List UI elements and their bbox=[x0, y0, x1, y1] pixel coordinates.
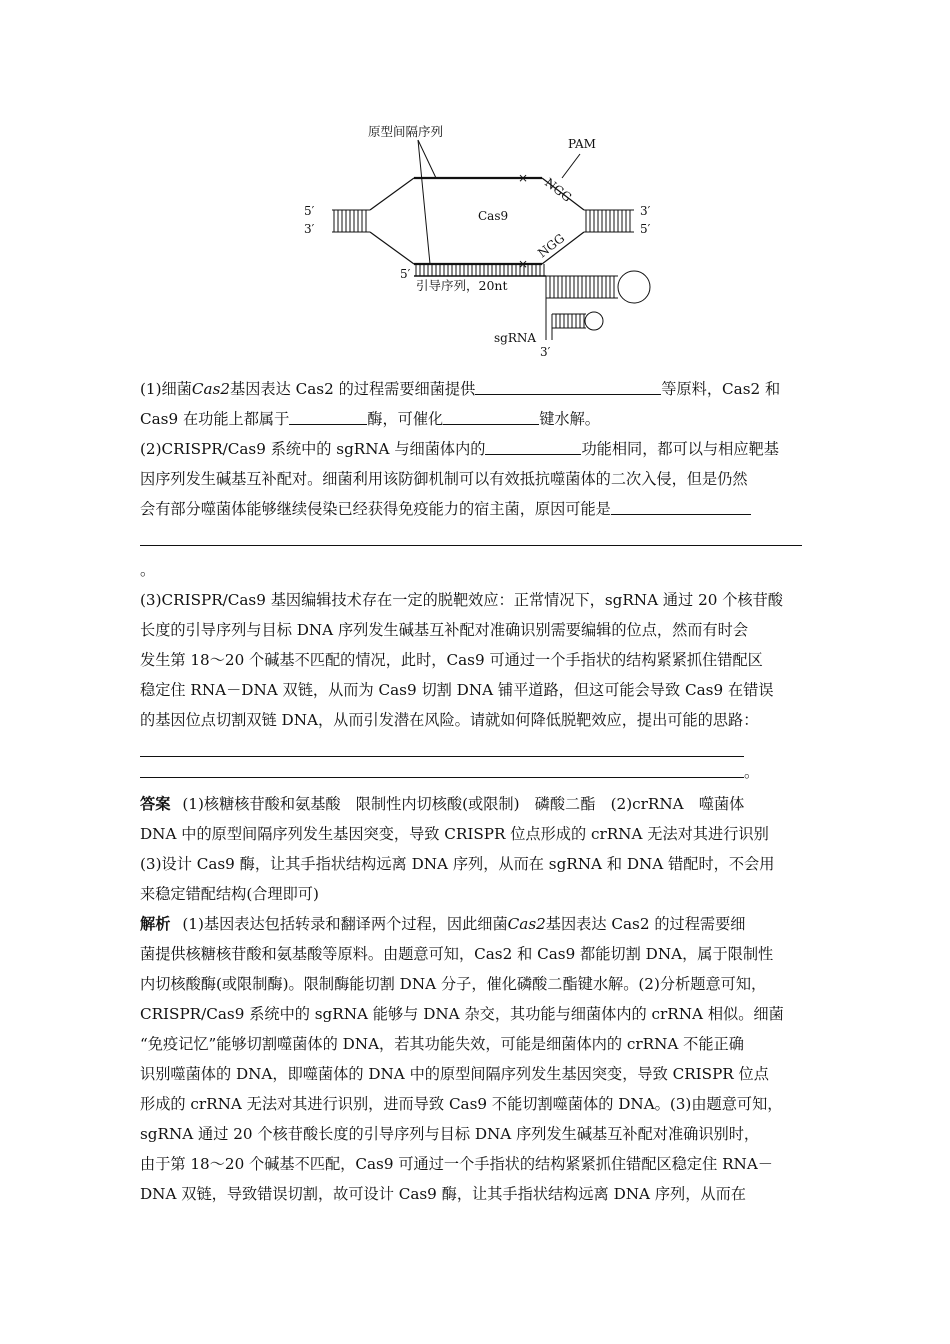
ngg-bottom-label: NGG bbox=[535, 231, 568, 261]
question-body bbox=[140, 374, 820, 1209]
q1-line2: Cas9 在功能上都属于 酶，可催化 键水解。 bbox=[140, 404, 820, 434]
three-prime-sgrna: 3′ bbox=[540, 345, 551, 359]
pam-label: PAM bbox=[568, 137, 596, 151]
q3-line2: 长度的引导序列与目标 DNA 序列发生碱基互补配对准确识别需要编辑的位点，然而有时会 bbox=[140, 621, 749, 639]
analysis-line4: CRISPR/Cas9 系统中的 sgRNA 能够与 DNA 杂交，其功能与细菌体内的 crRNA 相似。细菌 bbox=[140, 1005, 784, 1023]
analysis-line8: sgRNA 通过 20 个核苷酸长度的引导序列与目标 DNA 序列发生碱基互补配对准确识别时， bbox=[140, 1125, 760, 1143]
q1-blank-3[interactable] bbox=[443, 407, 539, 425]
q2-line3: 会有部分噬菌体能够继续侵染已经获得免疫能力的宿主菌，原因可能是 bbox=[140, 494, 820, 524]
answer-line4: 来稳定错配结构(合理即可) bbox=[140, 885, 319, 903]
q2-end: 。 bbox=[140, 561, 156, 579]
q3-line4: 稳定住 RNA－DNA 双链，从而为 Cas9 切割 DNA 铺平道路，但这可能会导致 Cas9 在错误 bbox=[140, 681, 774, 699]
answer-line3: (3)设计 Cas9 酶，让其手指状结构远离 DNA 序列，从而在 sgRNA 和 DNA 错配时，不会用 bbox=[140, 855, 775, 873]
right-dna-duplex bbox=[584, 210, 634, 232]
answer-line1: 答案 (1)核糖核苷酸和氨基酸 限制性内切核酸(或限制) 磷酸二酯 (2)crRNA 噬菌体 bbox=[140, 795, 745, 813]
q2-blank-2[interactable] bbox=[611, 497, 751, 515]
analysis-label: 解析 bbox=[140, 915, 171, 933]
cas9-label: Cas9 bbox=[478, 209, 509, 223]
q3-answer-line-2[interactable] bbox=[140, 760, 744, 778]
ngg-top-label: NGG bbox=[542, 175, 575, 205]
three-prime-left: 3′ bbox=[304, 222, 315, 236]
analysis-line5: “免疫记忆”能够切割噬菌体的 DNA，若其功能失效，可能是细菌体内的 crRNA 不能正确 bbox=[140, 1035, 744, 1053]
cut-mark-top: × bbox=[518, 171, 529, 185]
sgrna-scaffold bbox=[546, 271, 650, 340]
crispr-cas9-svg bbox=[290, 118, 670, 368]
q3-line3: 发生第 18～20 个碱基不匹配的情况，此时，Cas9 可通过一个手指状的结构紧紧抓住错配区 bbox=[140, 651, 763, 669]
cut-mark-bottom: × bbox=[518, 257, 529, 271]
five-prime-left: 5′ bbox=[304, 204, 315, 218]
left-dna-duplex bbox=[332, 210, 370, 232]
sgrna-label: sgRNA bbox=[494, 331, 537, 345]
five-prime-right: 5′ bbox=[640, 222, 651, 236]
q2-blank-1[interactable] bbox=[485, 437, 581, 455]
crispr-cas9-diagram bbox=[290, 118, 670, 368]
q3-line1: (3)CRISPR/Cas9 基因编辑技术存在一定的脱靶效应：正常情况下，sgRNA 通过 20 个核苷酸 bbox=[140, 591, 783, 609]
protospacer-label: 原型间隔序列 bbox=[368, 124, 444, 139]
analysis-line1: 解析 (1)基因表达包括转录和翻译两个过程，因此细菌Cas2基因表达 Cas2 的过程需要细 bbox=[140, 915, 746, 933]
q1-blank-1[interactable] bbox=[475, 377, 661, 395]
q2-line2: 因序列发生碱基互补配对。细菌利用该防御机制可以有效抵抗噬菌体的二次入侵，但是仍然 bbox=[140, 470, 748, 488]
analysis-line3: 内切核酸酶(或限制酶)。限制酶能切割 DNA 分子，催化磷酸二酯键水解。(2)分析题意可知， bbox=[140, 975, 767, 993]
analysis-line2: 菌提供核糖核苷酸和氨基酸等原料。由题意可知，Cas2 和 Cas9 都能切割 DNA，属于限制性 bbox=[140, 945, 774, 963]
q3-answer-line-2-row: 。 bbox=[140, 757, 820, 787]
q1-line1: (1)细菌Cas2基因表达 Cas2 的过程需要细菌提供 等原料，Cas2 和 bbox=[140, 374, 820, 404]
q3-line5: 的基因位点切割双链 DNA，从而引发潜在风险。请就如何降低脱靶效应，提出可能的思路： bbox=[140, 711, 759, 729]
analysis-line9: 由于第 18～20 个碱基不匹配，Cas9 可通过一个手指状的结构紧紧抓住错配区稳定住 RNA－ bbox=[140, 1155, 773, 1173]
q2-answer-line[interactable] bbox=[140, 524, 802, 546]
guide-label: 引导序列，20nt bbox=[416, 278, 508, 293]
three-prime-right: 3′ bbox=[640, 204, 651, 218]
q2-line1: (2)CRISPR/Cas9 系统中的 sgRNA 与细菌体内的 功能相同，都可以与相应靶基 bbox=[140, 434, 820, 464]
analysis-line7: 形成的 crRNA 无法对其进行识别，进而导致 Cas9 不能切割噬菌体的 DNA。(3)由题意可知， bbox=[140, 1095, 783, 1113]
analysis-line10: DNA 双链，导致错误切割，故可设计 Cas9 酶，让其手指状结构远离 DNA 序列，从而在 bbox=[140, 1185, 746, 1203]
q3-answer-line-1[interactable] bbox=[140, 735, 744, 757]
analysis-line6: 识别噬菌体的 DNA，即噬菌体的 DNA 中的原型间隔序列发生基因突变，导致 CRISPR 位点 bbox=[140, 1065, 769, 1083]
five-prime-guide: 5′ bbox=[400, 267, 411, 281]
answer-label: 答案 bbox=[140, 795, 171, 813]
q1-blank-2[interactable] bbox=[289, 407, 367, 425]
answer-line2: DNA 中的原型间隔序列发生基因突变，导致 CRISPR 位点形成的 crRNA 无法对其进行识别 bbox=[140, 825, 769, 843]
